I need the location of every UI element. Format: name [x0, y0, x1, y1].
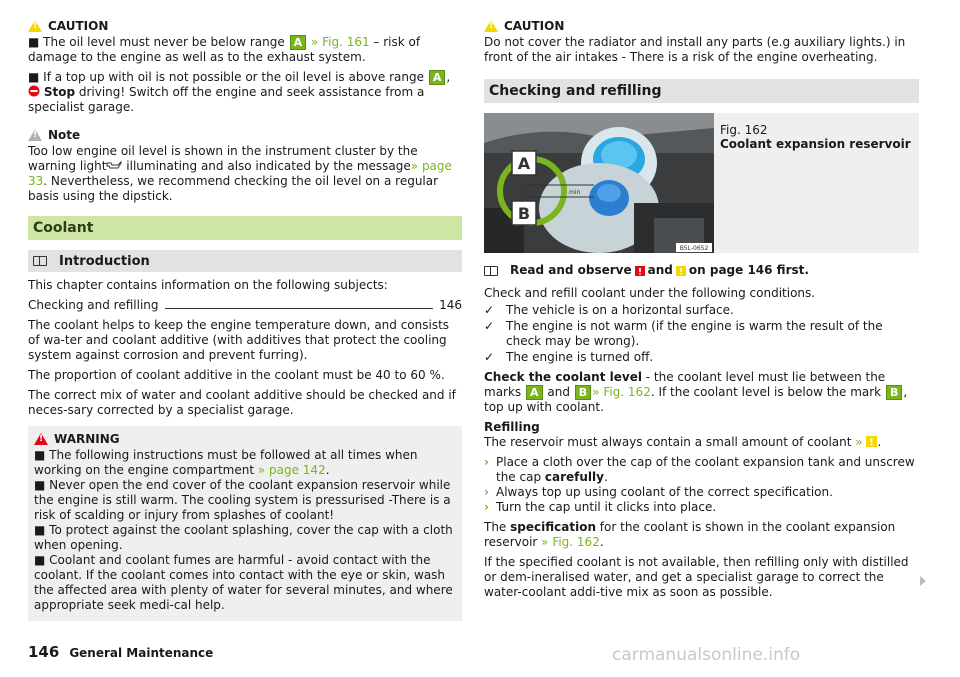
note-header: ! Note — [28, 127, 462, 143]
arrow-icon: › — [484, 500, 489, 514]
specification-text: The specification for the coolant is shown in the coolant expansion reservoir » Fig. 162. — [484, 520, 896, 549]
book-icon — [33, 256, 47, 266]
warning-header: ! WARNING — [34, 431, 456, 447]
refilling-title: Refilling — [484, 420, 540, 434]
paragraph-1: The coolant helps to keep the engine temperature down, and consists of wa-ter and coolant additive (with additives that protect the cooling system against corrosion and prevent furring). — [28, 318, 450, 362]
section-title-coolant: Coolant — [28, 216, 462, 240]
fig-162-link[interactable]: » Fig. 162 — [541, 535, 600, 549]
toc-leader — [165, 308, 434, 309]
marker-a: A — [429, 70, 446, 85]
caution-header: ! CAUTION — [28, 18, 462, 34]
caution-item-1: ■ The oil level must never be below range A » Fig. 161 – risk of damage to the engine as well as to the exhaust system. — [28, 35, 421, 64]
left-column — [28, 18, 462, 621]
refilling-text: The reservoir must always contain a small amount of coolant » . — [484, 435, 882, 449]
figure-caption — [714, 113, 917, 253]
warning-item-3: ■ To protect against the coolant splashing, cover the cap with a cloth when opening. — [34, 523, 453, 552]
checkmark-icon: ✓ — [484, 350, 495, 364]
warning-item-1: ■ The following instructions must be followed at all times when working on the engine compartment » page 142. — [34, 448, 418, 477]
warning-block — [28, 426, 462, 621]
min-mark-text: min — [569, 189, 581, 196]
warning-icon — [34, 433, 48, 445]
label-a: A — [517, 154, 531, 173]
warning-item-4: ■ Coolant and coolant fumes are harmful - avoid contact with the coolant. If the coolant comes into contact with the eye or skin, wash the affected area with plenty of water for several minutes, and where appropriate seek medi-cal help. — [34, 553, 453, 612]
checkmark-icon: ✓ — [484, 303, 495, 317]
marker-b: B — [575, 385, 591, 400]
checkmark-icon: ✓ — [484, 319, 495, 333]
caution-mini-icon — [676, 266, 686, 276]
arrow-icon: › — [484, 455, 489, 469]
right-column — [484, 18, 919, 605]
book-icon — [484, 266, 498, 276]
warning-item-2: ■ Never open the end cover of the coolant expansion reservoir while the engine is still warm. The cooling system is pressurised -There is a risk of scalding or injury from splashes of coolant! — [34, 478, 451, 522]
caution-icon — [484, 20, 498, 32]
coolant-level-text: Check the coolant level - the coolant level must lie between the marks A and B » Fig. 162. If the coolant level is below the mark B , top up with coolant. — [484, 370, 908, 414]
figure-title: Coolant expansion reservoir — [720, 137, 911, 151]
check-item-1: ✓ The vehicle is on a horizontal surface. — [484, 303, 734, 317]
page-footer — [28, 645, 213, 661]
check-item-2: ✓ The engine is not warm (if the engine is warm the result of the check may be wrong). — [484, 319, 883, 348]
paragraph-3: The correct mix of water and coolant additive should be checked and if neces-sary corrected by a specialist garage. — [28, 388, 456, 417]
oil-can-icon — [106, 160, 122, 170]
fig-162-link[interactable]: » Fig. 162 — [592, 385, 651, 399]
paragraph-2: The proportion of coolant additive in the coolant must be 40 to 60 %. — [28, 368, 445, 382]
caution-icon — [28, 20, 42, 32]
label-b: B — [517, 204, 531, 223]
coolant-reservoir-image — [484, 113, 714, 253]
step-2: › Always top up using coolant of the correct specification. — [484, 485, 833, 499]
caution-header: ! CAUTION — [484, 18, 919, 34]
note-block — [28, 127, 462, 204]
note-text: Too low engine oil level is shown in the instrument cluster by the warning light illuminating and also indicated by the message» page 33. Nevertheless, we recommend checking the oil level on a regular basis using the dipstick. — [28, 144, 452, 203]
check-item-3: ✓ The engine is turned off. — [484, 350, 654, 364]
caution-block-left — [28, 18, 462, 115]
caution-item-2: ■ If a top up with oil is not possible or the oil level is above range A , Stop driving! Switch off the engine and seek assistance from a specialist garage. — [28, 70, 451, 114]
caution-block-right — [484, 18, 919, 65]
marker-a: A — [290, 35, 307, 50]
read-and-observe: Read and observe and on page 146 first. — [484, 263, 919, 278]
figure-number: Fig. 162 — [720, 123, 768, 137]
step-3: › Turn the cap until it clicks into place. — [484, 500, 717, 514]
page-33-link[interactable]: » page 33 — [28, 159, 452, 188]
step-1: › Place a cloth over the cap of the coolant expansion tank and unscrew the cap carefully. — [484, 455, 915, 484]
page-142-link[interactable]: » page 142 — [257, 463, 326, 477]
continue-arrow-icon — [920, 576, 926, 586]
marker-a: A — [526, 385, 543, 400]
warning-mini-icon — [635, 266, 645, 276]
caution-mini-icon — [866, 436, 877, 447]
figure-162 — [484, 113, 919, 253]
arrow-icon: › — [484, 485, 489, 499]
note-icon — [28, 129, 42, 141]
intro-text: This chapter contains information on the following subjects: — [28, 278, 388, 292]
caution-link[interactable]: » — [855, 435, 863, 449]
toc-entry[interactable]: Checking and refilling 146 — [28, 298, 462, 312]
subsection-introduction: Introduction — [28, 250, 462, 272]
chapter-title: General Maintenance — [69, 646, 214, 660]
fig-161-link[interactable]: » Fig. 161 — [307, 35, 370, 49]
marker-b: B — [886, 385, 902, 400]
page-number: 146 — [28, 643, 60, 661]
watermark: carmanualsonline.info — [612, 645, 801, 665]
stop-warning-icon — [28, 85, 40, 97]
figure-code: B5L-0652 — [679, 245, 709, 252]
section-title-checking: Checking and refilling — [484, 79, 919, 103]
final-paragraph: If the specified coolant is not available, then refilling only with distilled or dem-ineralised water, and get a specialist garage to correct the water-coolant addi-tive mix as soon as possible. — [484, 555, 909, 599]
conditions-intro: Check and refill coolant under the following conditions. — [484, 286, 816, 300]
caution-text: Do not cover the radiator and install any parts (e.g auxiliary lights.) in front of the air intakes - There is a risk of the engine overheating. — [484, 35, 906, 64]
coolant-reservoir-illustration — [484, 113, 714, 253]
